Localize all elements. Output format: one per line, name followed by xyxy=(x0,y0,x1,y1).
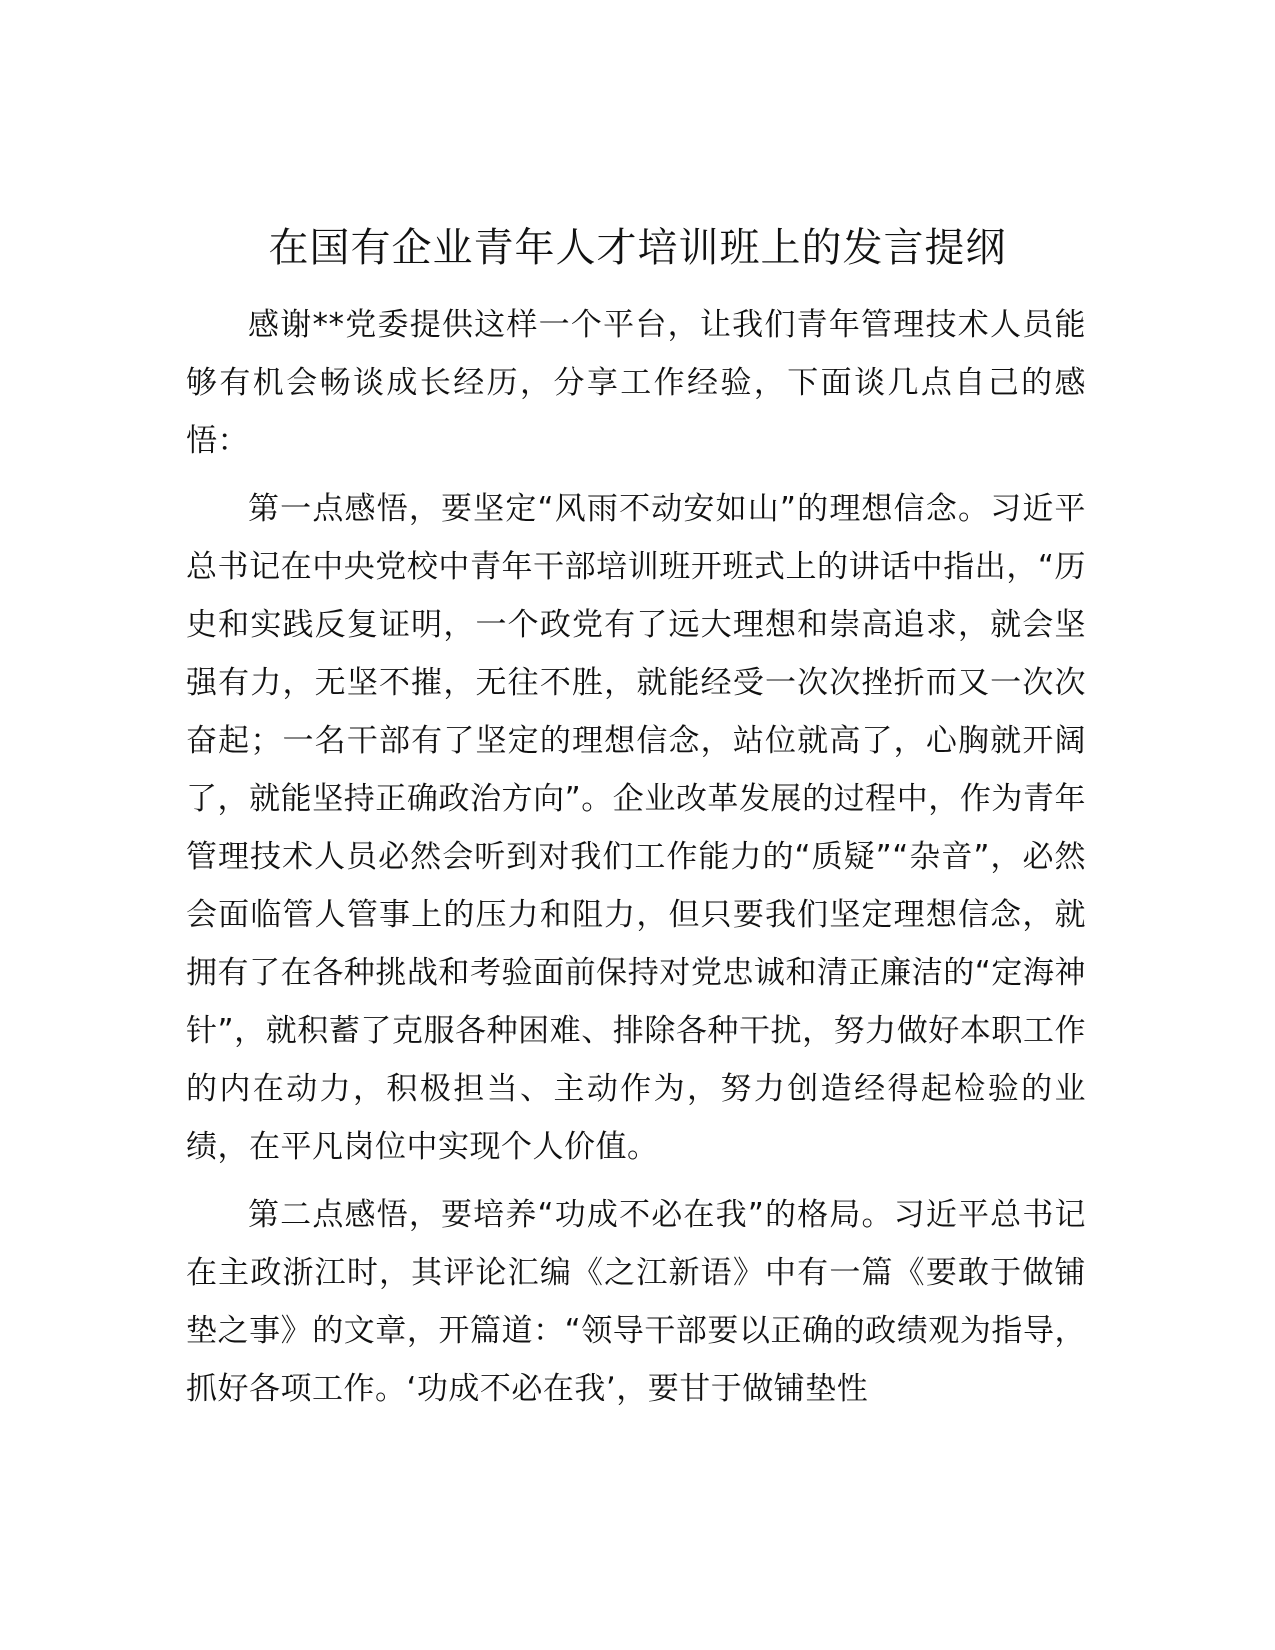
paragraph-first-insight: 第一点感悟，要坚定“风雨不动安如山”的理想信念。习近平总书记在中央党校中青年干部培训班开班式上的讲话中指出，“历史和实践反复证明，一个政党有了远大理想和崇高追求，就会坚强有力，无坚不摧，无往不胜，就能经受一次次挫折而又一次次奋起；一名干部有了坚定的理想信念，站位就高了，心胸就开阔了，就能坚持正确政治方向”。企业改革发展的过程中，作为青年管理技术人员必然会听到对我们工作能力的“质疑”“杂音”，必然会面临管人管事上的压力和阻力，但只要我们坚定理想信念，就拥有了在各种挑战和考验面前保持对党忠诚和清正廉洁的“定海神针”，就积蓄了克服各种困难、排除各种干扰，努力做好本职工作的内在动力，积极担当、主动作为，努力创造经得起检验的业绩，在平凡岗位中实现个人价值。 xyxy=(186,491,1086,1165)
paragraph-intro: 感谢**党委提供这样一个平台，让我们青年管理技术人员能够有机会畅谈成长经历，分享工作经验，下面谈几点自己的感悟： xyxy=(186,307,1086,459)
document-body xyxy=(186,296,1086,1428)
document-title: 在国有企业青年人才培训班上的发言提纲 xyxy=(268,225,1007,271)
paragraph-second-insight: 第二点感悟，要培养“功成不必在我”的格局。习近平总书记在主政浙江时，其评论汇编《之江新语》中有一篇《要敢于做铺垫之事》的文章，开篇道：“领导干部要以正确的政绩观为指导，抓好各项工作。‘功成不必在我’，要甘于做铺垫性 xyxy=(186,1197,1086,1407)
